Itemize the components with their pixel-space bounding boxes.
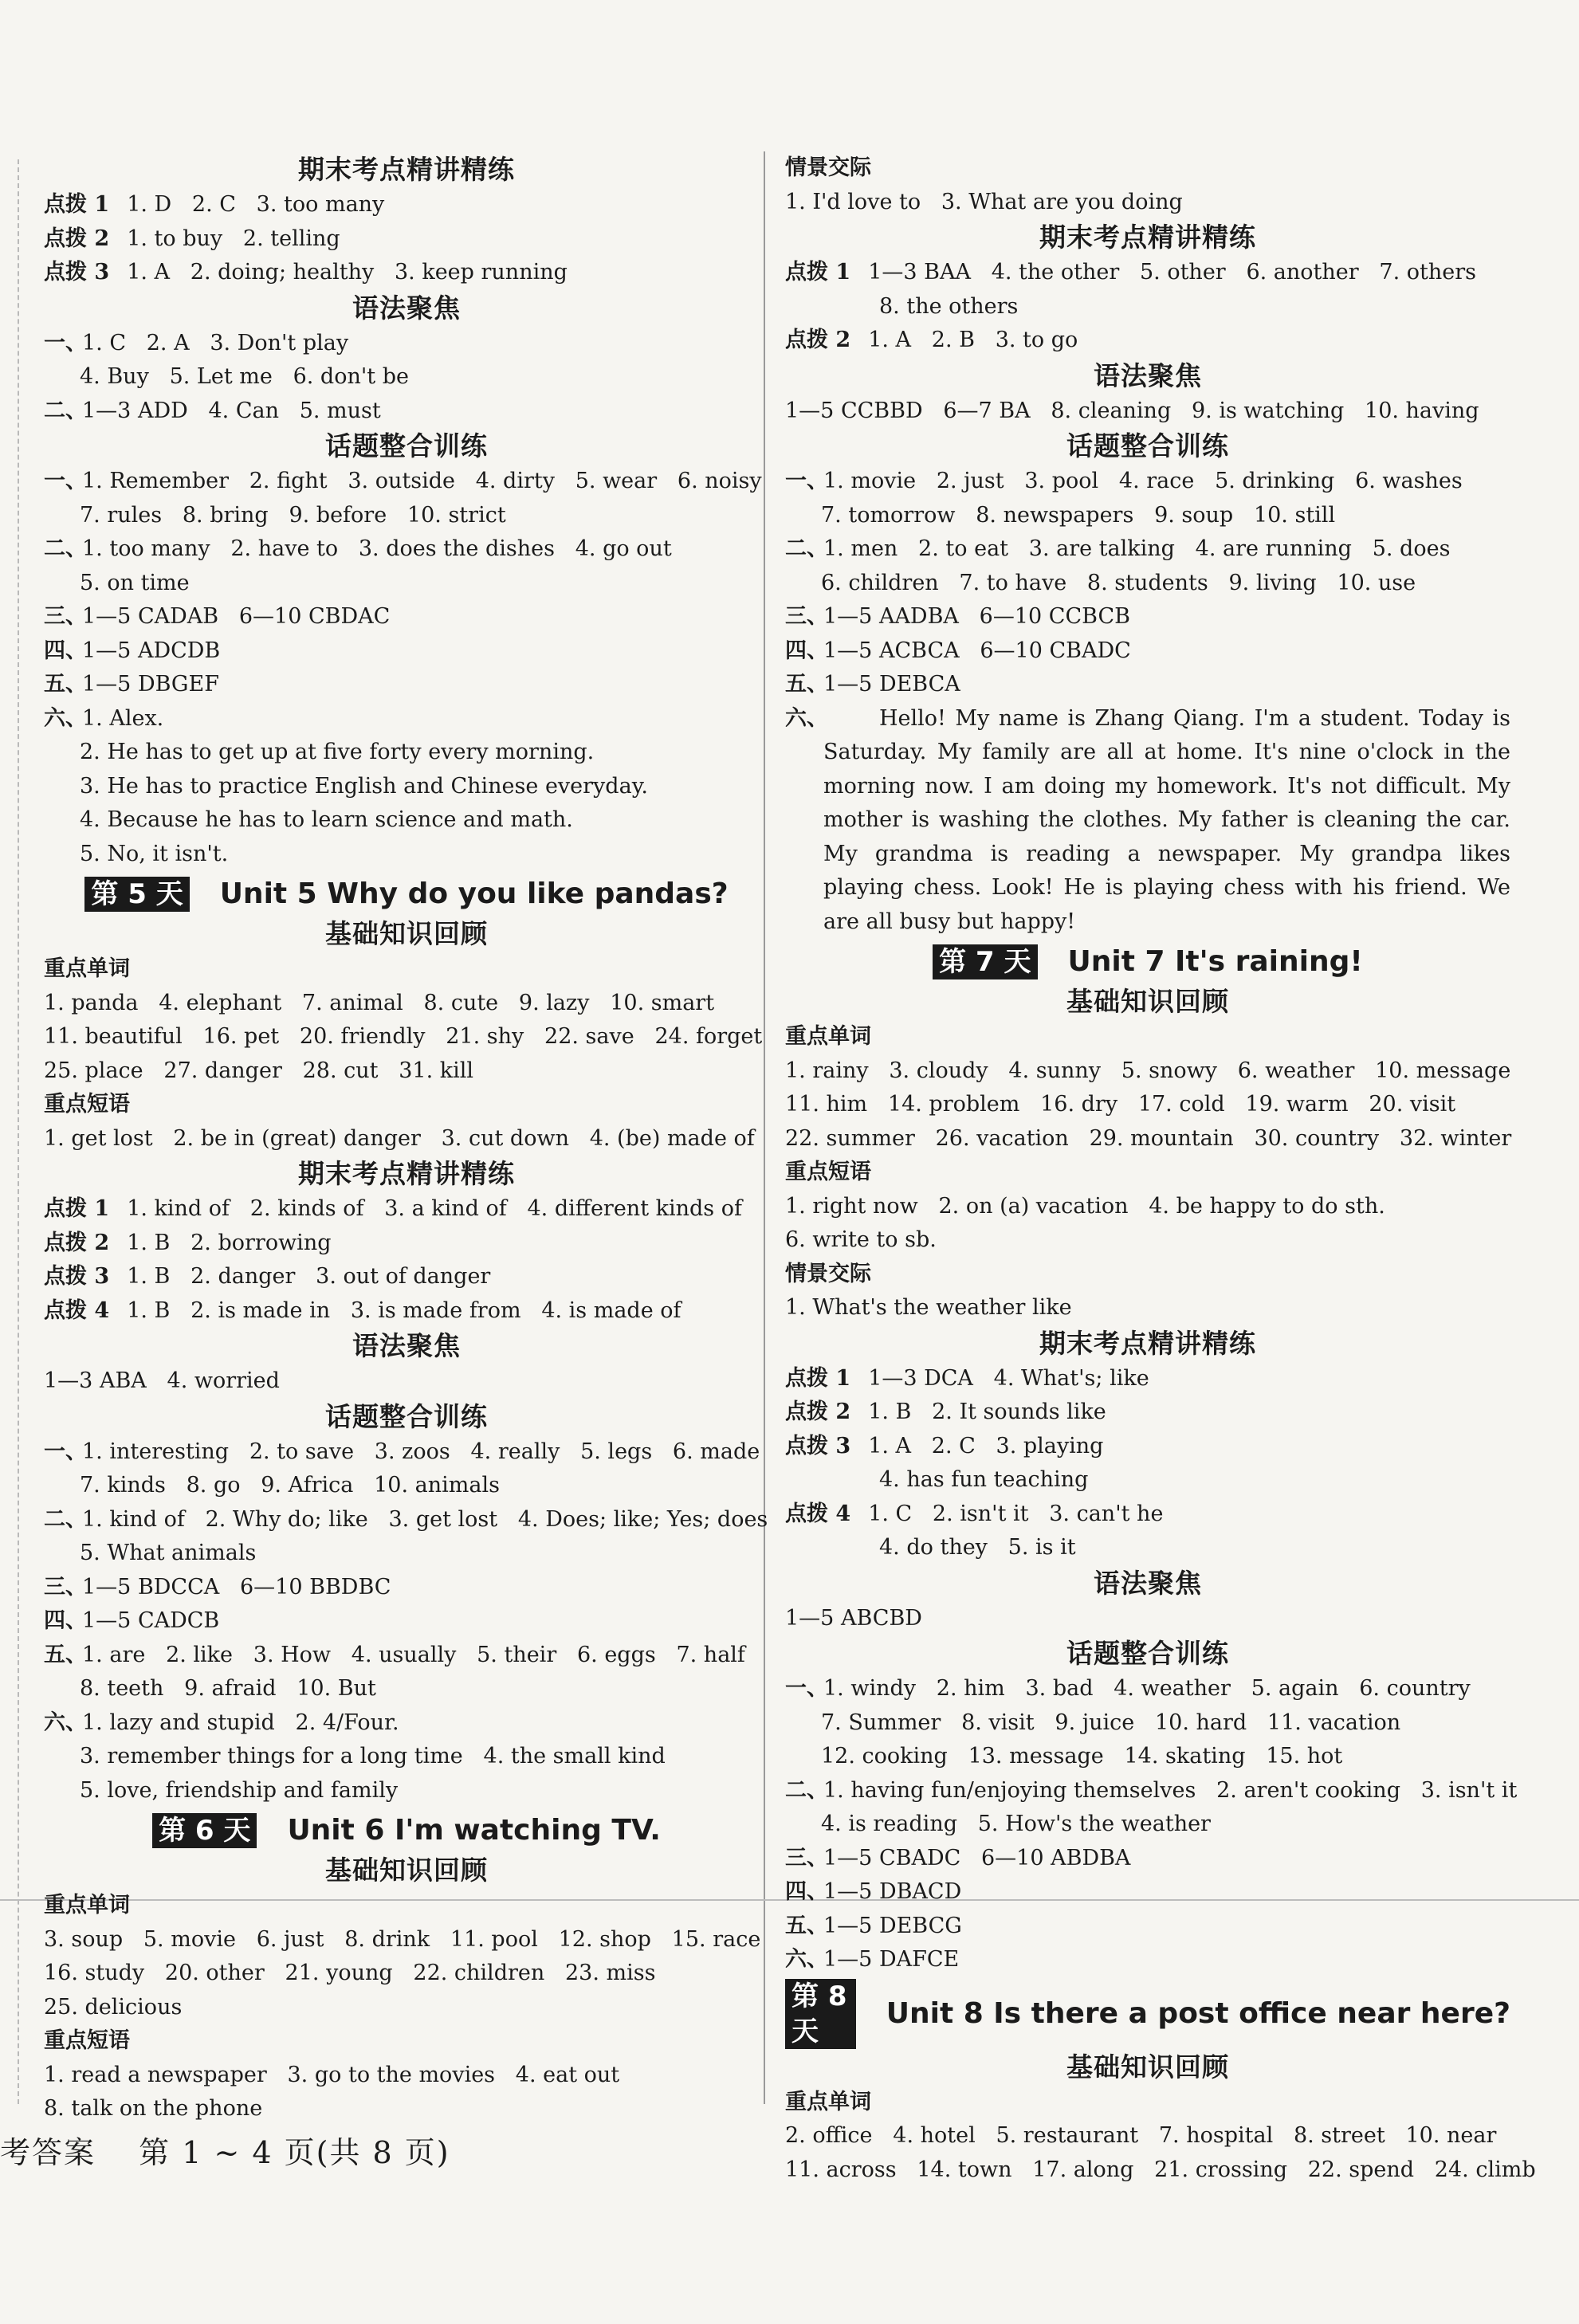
section-heading: 话题整合训练 bbox=[325, 430, 488, 461]
answer-text: 1. having fun/enjoying themselves 2. aren't cooking 3. isn't it bbox=[823, 1777, 1518, 1803]
question-label: 四、 bbox=[785, 638, 828, 663]
answer-row bbox=[44, 222, 769, 257]
question-label: 五、 bbox=[44, 672, 87, 697]
answer-text: 12. cooking 13. message 14. skating 15. hot bbox=[821, 1744, 1343, 1769]
answer-row bbox=[785, 600, 1510, 634]
right-column bbox=[785, 151, 1536, 2187]
answer-text: 1—5 CCBBD 6—7 BA 8. cleaning 9. is watching 10. having bbox=[785, 398, 1479, 423]
answer-text: 1—5 AADBA 6—10 CCBCB bbox=[823, 604, 1130, 629]
question-label: 点拨 4 bbox=[785, 1501, 851, 1526]
answer-text: 1. panda 4. elephant 7. animal 8. cute 9. lazy 10. smart bbox=[44, 990, 715, 1015]
answer-text: 1. A 2. C 3. playing bbox=[868, 1433, 1104, 1458]
category-heading: 重点单词 bbox=[785, 1024, 871, 1049]
answer-row bbox=[44, 1923, 769, 1957]
category-heading: 重点单词 bbox=[785, 2089, 871, 2114]
paragraph-text: Hello! My name is Zhang Qiang. I'm a student. Today is Saturday. My family are all at home. It's nine o'clock in the morning now. I am doing my homework. It's not difficult. My mother is washing the clothes. My father is cleaning the car. My grandma is reading a newspaper. My grandpa likes playing chess. Look! He is playing chess with his friend. We are all busy but happy! bbox=[823, 705, 1510, 934]
day-badge: 第 8 天 bbox=[785, 1979, 856, 2049]
answer-row bbox=[785, 465, 1510, 499]
answer-row bbox=[44, 1020, 769, 1054]
answer-text: 8. talk on the phone bbox=[44, 2096, 263, 2121]
answer-row bbox=[785, 1602, 1510, 1636]
answer-row bbox=[785, 634, 1510, 669]
answer-row bbox=[785, 668, 1510, 702]
unit-title: Unit 5 Why do you like pandas? bbox=[219, 877, 729, 910]
section-heading: 语法聚焦 bbox=[1094, 1567, 1202, 1599]
answer-row bbox=[44, 1503, 769, 1537]
question-label: 六、 bbox=[785, 705, 828, 731]
section-heading: 期末考点精讲精练 bbox=[1039, 222, 1256, 253]
answer-text: 11. across 14. town 17. along 21. crossing 22. spend 24. climb bbox=[785, 2157, 1536, 2182]
answer-row bbox=[44, 702, 769, 736]
answer-row bbox=[785, 1463, 1510, 1498]
question-label: 一、 bbox=[44, 330, 87, 355]
section-heading: 话题整合训练 bbox=[1066, 1638, 1229, 1669]
answer-text: 7. kinds 8. go 9. Africa 10. animals bbox=[80, 1473, 500, 1498]
answer-text: 1—5 DEBCG bbox=[823, 1913, 962, 1938]
answer-row bbox=[785, 1672, 1510, 1706]
answer-text: 6. children 7. to have 8. students 9. living 10. use bbox=[821, 570, 1416, 595]
section-heading: 语法聚焦 bbox=[352, 292, 461, 324]
answer-text: 1. right now 2. on (a) vacation 4. be happy to do sth. bbox=[785, 1193, 1385, 1219]
answer-text: 5. love, friendship and family bbox=[80, 1777, 399, 1803]
answer-text: 7. tomorrow 8. newspapers 9. soup 10. still bbox=[821, 502, 1336, 528]
answer-text: 7. rules 8. bring 9. before 10. strict bbox=[80, 502, 506, 528]
answer-text: 1—5 BDCCA 6—10 BBDBC bbox=[82, 1574, 391, 1600]
answer-row bbox=[44, 1294, 769, 1329]
answer-text: 1. B 2. danger 3. out of danger bbox=[127, 1264, 491, 1289]
left-column bbox=[44, 151, 769, 2126]
answer-text: 6. write to sb. bbox=[785, 1227, 937, 1252]
category-heading: 情景交际 bbox=[785, 155, 871, 180]
unit-title: Unit 8 Is there a post office near here? bbox=[886, 1996, 1510, 2030]
answer-row bbox=[785, 1190, 1510, 1224]
answer-row bbox=[44, 1435, 769, 1470]
answer-text: 1. lazy and stupid 2. 4/Four. bbox=[82, 1710, 399, 1735]
answer-text: 2. office 4. hotel 5. restaurant 7. hospital 8. street 10. near bbox=[785, 2123, 1497, 2148]
answer-row bbox=[44, 1991, 769, 2025]
answer-row bbox=[44, 634, 769, 669]
day-unit-header bbox=[44, 1809, 769, 1852]
answer-text: 1. Remember 2. fight 3. outside 4. dirty 5. wear 6. noisy bbox=[82, 469, 762, 493]
answer-row bbox=[785, 256, 1510, 290]
day-unit-header bbox=[785, 1979, 1510, 2049]
category-heading: 重点单词 bbox=[44, 956, 130, 981]
day-unit-header bbox=[44, 873, 769, 916]
answer-text: 1—5 DAFCE bbox=[823, 1947, 960, 1972]
answer-text: 5. No, it isn't. bbox=[80, 841, 229, 866]
section-heading: 话题整合训练 bbox=[1066, 430, 1229, 461]
answer-row bbox=[44, 2092, 769, 2126]
question-label: 点拨 4 bbox=[44, 1297, 110, 1323]
answer-row bbox=[785, 2119, 1510, 2153]
unit-title: Unit 7 It's raining! bbox=[1067, 945, 1363, 978]
answer-text: 1. Alex. bbox=[82, 705, 164, 731]
answer-row bbox=[785, 1054, 1510, 1089]
section-heading: 话题整合训练 bbox=[325, 1400, 488, 1432]
answer-text: 1—5 CBADC 6—10 ABDBA bbox=[823, 1845, 1131, 1871]
question-label: 一、 bbox=[44, 469, 87, 493]
answer-row bbox=[785, 1740, 1510, 1774]
answer-row bbox=[785, 1396, 1510, 1430]
answer-row bbox=[785, 1430, 1510, 1464]
answer-row bbox=[44, 256, 769, 290]
question-label: 二、 bbox=[785, 1777, 828, 1803]
left-margin-dash bbox=[18, 159, 19, 2104]
answer-text: 1. read a newspaper 3. go to the movies 4. eat out bbox=[44, 2062, 620, 2087]
answer-row bbox=[785, 1910, 1510, 1944]
answer-text: 1. are 2. like 3. How 4. usually 5. their 6. eggs 7. half bbox=[82, 1642, 745, 1667]
unit-title: Unit 6 I'm watching TV. bbox=[287, 1814, 661, 1847]
question-label: 点拨 3 bbox=[44, 260, 110, 285]
answer-row bbox=[785, 567, 1510, 601]
answer-text: 1. interesting 2. to save 3. zoos 4. really 5. legs 6. made bbox=[82, 1439, 760, 1464]
answer-text: 1. windy 2. him 3. bad 4. weather 5. again 6. country bbox=[823, 1676, 1471, 1701]
category-heading: 情景交际 bbox=[785, 1261, 871, 1286]
question-label: 二、 bbox=[44, 1506, 87, 1532]
answer-row bbox=[44, 1774, 769, 1808]
answer-row bbox=[44, 1122, 769, 1156]
category-heading: 重点单词 bbox=[44, 1893, 130, 1918]
answer-text: 3. soup 5. movie 6. just 8. drink 11. pool 12. shop 15. race bbox=[44, 1926, 761, 1952]
question-label: 点拨 1 bbox=[44, 1196, 110, 1221]
question-label: 点拨 2 bbox=[44, 226, 110, 251]
answer-text: 1. B 2. borrowing bbox=[127, 1230, 332, 1255]
answer-text: 4. is reading 5. How's the weather bbox=[821, 1812, 1211, 1836]
answer-row bbox=[44, 1957, 769, 1991]
question-label: 五、 bbox=[44, 1642, 87, 1667]
day-badge: 第 5 天 bbox=[84, 877, 189, 912]
answer-text: 1. I'd love to 3. What are you doing bbox=[785, 189, 1183, 214]
answer-row bbox=[785, 1122, 1510, 1156]
answer-text: 3. remember things for a long time 4. the small kind bbox=[80, 1744, 666, 1769]
answer-row bbox=[44, 838, 769, 872]
day-unit-header bbox=[785, 940, 1510, 983]
answer-row bbox=[44, 360, 769, 395]
question-label: 五、 bbox=[785, 1913, 828, 1938]
answer-row bbox=[785, 1943, 1510, 1977]
question-label: 一、 bbox=[785, 1676, 828, 1701]
question-label: 六、 bbox=[44, 705, 87, 731]
answer-text: 1. C 2. isn't it 3. can't he bbox=[868, 1501, 1164, 1526]
answer-row bbox=[44, 987, 769, 1021]
answer-text: 11. beautiful 16. pet 20. friendly 21. shy 22. save 24. forget bbox=[44, 1024, 763, 1049]
question-label: 六、 bbox=[44, 1710, 87, 1735]
answer-text: 1. get lost 2. be in (great) danger 3. cut down 4. (be) made of bbox=[44, 1125, 755, 1151]
section-heading: 期末考点精讲精练 bbox=[298, 1158, 515, 1189]
category-heading: 重点短语 bbox=[44, 1092, 130, 1117]
answer-row bbox=[785, 1875, 1510, 1910]
answer-row bbox=[785, 1774, 1518, 1808]
answer-text: 2. He has to get up at five forty every morning. bbox=[80, 740, 595, 764]
section-heading: 基础知识回顾 bbox=[1066, 2051, 1229, 2083]
answer-text: 5. on time bbox=[80, 570, 190, 595]
question-label: 点拨 1 bbox=[785, 260, 851, 285]
answer-text: 4. do they 5. is it bbox=[879, 1535, 1076, 1560]
answer-row bbox=[44, 736, 769, 770]
question-label: 点拨 3 bbox=[44, 1264, 110, 1289]
answer-row bbox=[44, 532, 769, 567]
answer-row bbox=[785, 532, 1510, 567]
question-label: 一、 bbox=[785, 469, 828, 493]
answer-text: 3. He has to practice English and Chinese everyday. bbox=[80, 773, 648, 799]
answer-text: 11. him 14. problem 16. dry 17. cold 19. warm 20. visit bbox=[785, 1092, 1456, 1117]
answer-row bbox=[44, 567, 769, 601]
answer-row bbox=[44, 668, 769, 702]
answer-text: 8. the others bbox=[879, 293, 1019, 319]
answer-text: 1. D 2. C 3. too many bbox=[127, 192, 385, 217]
answer-text: 1—3 ADD 4. Can 5. must bbox=[82, 398, 381, 423]
question-label: 点拨 1 bbox=[44, 192, 110, 217]
answer-text: 8. teeth 9. afraid 10. But bbox=[80, 1676, 376, 1701]
question-label: 二、 bbox=[44, 398, 87, 423]
answer-text: 1—5 DBACD bbox=[823, 1879, 962, 1904]
section-heading: 语法聚焦 bbox=[352, 1330, 461, 1361]
answer-row bbox=[44, 1192, 769, 1227]
answer-row bbox=[785, 1223, 1510, 1258]
section-heading: 语法聚焦 bbox=[1094, 359, 1202, 391]
answer-row bbox=[44, 465, 769, 499]
question-label: 四、 bbox=[785, 1879, 828, 1904]
question-label: 点拨 3 bbox=[785, 1433, 851, 1458]
section-heading: 基础知识回顾 bbox=[325, 918, 488, 949]
answer-text: 22. summer 26. vacation 29. mountain 30. country 32. winter bbox=[785, 1125, 1512, 1151]
answer-text: 1—5 ADCDB bbox=[82, 638, 221, 663]
question-label: 三、 bbox=[785, 1845, 828, 1871]
answer-text: 1—5 CADAB 6—10 CBDAC bbox=[82, 604, 391, 629]
writing-paragraph bbox=[785, 702, 1510, 940]
answer-text: 1—3 DCA 4. What's; like bbox=[868, 1365, 1149, 1391]
answer-text: 4. Because he has to learn science and math. bbox=[80, 807, 573, 832]
answer-row bbox=[785, 1842, 1510, 1876]
answer-row bbox=[44, 395, 769, 429]
answer-text: 1—5 DEBCA bbox=[823, 672, 960, 697]
question-label: 二、 bbox=[785, 536, 828, 561]
answer-text: 16. study 20. other 21. young 22. children 23. miss bbox=[44, 1961, 656, 1985]
answer-text: 4. has fun teaching bbox=[879, 1467, 1089, 1492]
answer-text: 1—5 ACBCA 6—10 CBADC bbox=[823, 638, 1131, 663]
answer-row bbox=[44, 1604, 769, 1639]
page-footer bbox=[0, 2128, 482, 2172]
question-label: 四、 bbox=[44, 1608, 87, 1633]
day-badge: 第 6 天 bbox=[152, 1813, 257, 1848]
day-badge: 第 7 天 bbox=[933, 944, 1037, 979]
answer-text: 1—5 DBGEF bbox=[82, 672, 219, 697]
category-heading: 重点短语 bbox=[785, 1160, 871, 1184]
answer-text: 1. A 2. doing; healthy 3. keep running bbox=[127, 260, 568, 285]
section-heading: 基础知识回顾 bbox=[1066, 986, 1229, 1017]
answer-text: 1. B 2. is made in 3. is made from 4. is made of bbox=[127, 1297, 681, 1323]
answer-text: 25. place 27. danger 28. cut 31. kill bbox=[44, 1058, 474, 1083]
answer-row bbox=[44, 499, 769, 533]
answer-row bbox=[44, 803, 769, 838]
answer-row bbox=[785, 186, 1510, 220]
answer-row bbox=[785, 1531, 1510, 1565]
answer-row bbox=[44, 188, 769, 222]
answer-text: 1. movie 2. just 3. pool 4. race 5. drinking 6. washes bbox=[823, 469, 1463, 493]
answer-row bbox=[44, 770, 769, 804]
question-label: 点拨 2 bbox=[785, 1400, 851, 1424]
answer-row bbox=[785, 1088, 1510, 1122]
question-label: 六、 bbox=[785, 1947, 828, 1972]
question-label: 三、 bbox=[44, 604, 87, 629]
question-label: 点拨 2 bbox=[44, 1230, 110, 1255]
answer-text: 1. What's the weather like bbox=[785, 1295, 1072, 1320]
answer-row bbox=[44, 2059, 769, 2093]
answer-text: 1—3 ABA 4. worried bbox=[44, 1368, 280, 1393]
answer-text: 25. delicious bbox=[44, 1994, 183, 2020]
question-label: 一、 bbox=[44, 1439, 87, 1464]
answer-text: 1. to buy 2. telling bbox=[127, 226, 340, 251]
answer-row bbox=[44, 600, 769, 634]
answer-text: 1—5 CADCB bbox=[82, 1608, 220, 1633]
answer-text: 1—3 BAA 4. the other 5. other 6. another 7. others bbox=[868, 260, 1476, 285]
question-label: 二、 bbox=[44, 536, 87, 561]
question-label: 点拨 1 bbox=[785, 1365, 851, 1391]
answer-row bbox=[785, 324, 1510, 358]
answer-row bbox=[44, 1740, 769, 1774]
answer-text: 1. men 2. to eat 3. are talking 4. are running 5. does bbox=[823, 536, 1451, 561]
answer-text: 7. Summer 8. visit 9. juice 10. hard 11. vacation bbox=[821, 1710, 1401, 1735]
answer-row bbox=[785, 395, 1510, 429]
answer-text: 1. rainy 3. cloudy 4. sunny 5. snowy 6. weather 10. message bbox=[785, 1058, 1511, 1083]
question-label: 五、 bbox=[785, 672, 828, 697]
answer-text: 5. What animals bbox=[80, 1541, 257, 1565]
section-heading: 期末考点精讲精练 bbox=[1039, 1327, 1256, 1359]
answer-text: 1—5 ABCBD bbox=[785, 1605, 922, 1631]
answer-row bbox=[44, 1364, 769, 1399]
answer-row bbox=[44, 1706, 769, 1741]
answer-row bbox=[44, 1469, 769, 1503]
answer-row bbox=[44, 1571, 769, 1605]
answer-text: 1. B 2. It sounds like bbox=[868, 1400, 1106, 1424]
answer-row bbox=[785, 2153, 1536, 2188]
question-label: 三、 bbox=[785, 604, 828, 629]
answer-row bbox=[785, 290, 1510, 324]
question-label: 三、 bbox=[44, 1574, 87, 1600]
answer-row bbox=[44, 1672, 769, 1706]
question-label: 点拨 2 bbox=[785, 328, 851, 352]
category-heading: 重点短语 bbox=[44, 2028, 130, 2053]
answer-row bbox=[785, 1498, 1510, 1532]
answer-row bbox=[44, 1639, 769, 1673]
answer-text: 1. A 2. B 3. to go bbox=[868, 328, 1078, 352]
section-heading: 期末考点精讲精练 bbox=[298, 154, 515, 185]
answer-row bbox=[44, 1260, 769, 1294]
answer-row bbox=[44, 1054, 769, 1089]
answer-text: 1. too many 2. have to 3. does the dishes 4. go out bbox=[82, 536, 672, 561]
answer-row bbox=[44, 327, 769, 361]
answer-text: 4. Buy 5. Let me 6. don't be bbox=[80, 364, 409, 389]
answer-row bbox=[785, 1362, 1510, 1396]
answer-row bbox=[44, 1537, 769, 1571]
answer-row bbox=[785, 1808, 1510, 1842]
section-heading: 基础知识回顾 bbox=[325, 1855, 488, 1886]
footer-page-range: 第 1 ~ 4 页(共 8 页) bbox=[139, 2135, 450, 2170]
answer-row bbox=[785, 1291, 1510, 1325]
question-label: 四、 bbox=[44, 638, 87, 663]
answer-row bbox=[785, 499, 1510, 533]
answer-text: 1. kind of 2. Why do; like 3. get lost 4. Does; like; Yes; does bbox=[82, 1506, 768, 1532]
answer-text: 1. kind of 2. kinds of 3. a kind of 4. different kinds of bbox=[127, 1196, 742, 1221]
footer-label: 考答案 bbox=[0, 2135, 96, 2170]
answer-row bbox=[44, 1227, 769, 1261]
answer-text: 1. C 2. A 3. Don't play bbox=[82, 330, 349, 355]
answer-row bbox=[785, 1706, 1510, 1741]
